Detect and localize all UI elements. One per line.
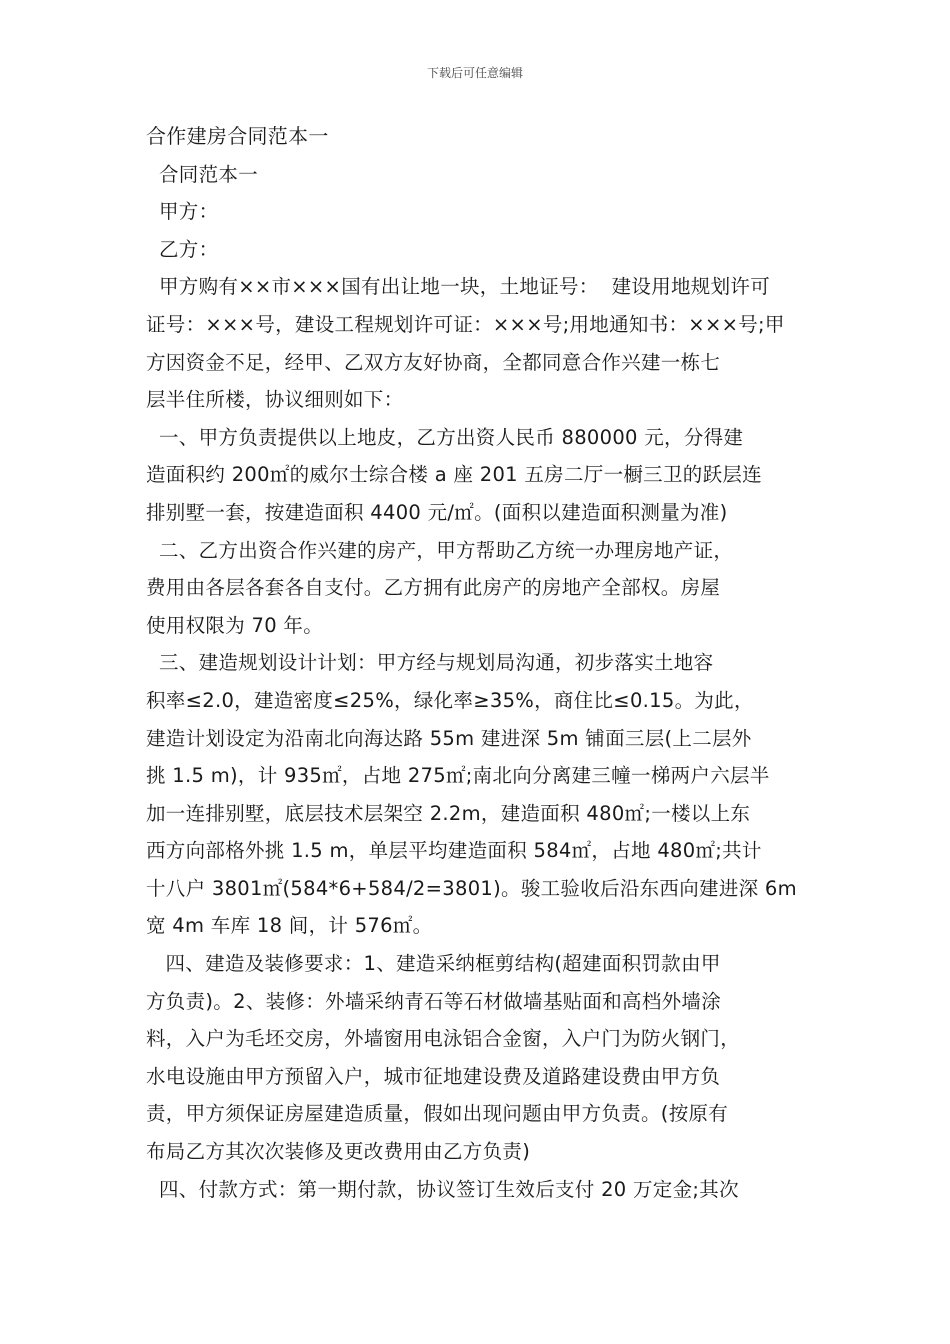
document-line: 西方向部格外挑 1.5 m，单层平均建造面积 584㎡，占地 480㎡;共计 [146, 839, 762, 863]
document-line: 使用权限为 70 年。 [146, 613, 324, 637]
document-line: 水电设施由甲方预留入户，城市征地建设费及道路建设费由甲方负 [146, 1064, 721, 1088]
document-line: 费用由各层各套各自支付。乙方拥有此房产的房地产全部权。房屋 [146, 576, 721, 600]
document-line: 方负责)。2、装修：外墙采纳青石等石材做墙基贴面和高档外墙涂 [146, 989, 722, 1013]
document-line: 方因资金不足，经甲、乙双方友好协商，全都同意合作兴建一栋七 [146, 350, 721, 374]
document-line: 布局乙方其次次装修及更改费用由乙方负责) [146, 1140, 531, 1164]
document-line: 甲方购有××市×××国有出让地一块，土地证号： 建设用地规划许可 [146, 275, 770, 299]
document-line: 十八户 3801㎡(584*6+584/2=3801)。骏工验收后沿东西向建进深 6m [146, 876, 797, 900]
document-line: 料，入户为毛坯交房，外墙窗用电泳铝合金窗，入户门为防火钢门， [146, 1027, 741, 1051]
document-line: 二、乙方出资合作兴建的房产，甲方帮助乙方统一办理房地产证， [146, 538, 734, 562]
document-line: 建造计划设定为沿南北向海达路 55m 建进深 5m 铺面三层(上二层外 [146, 726, 752, 750]
page-header-note: 下载后可任意编辑 [426, 66, 523, 80]
document-line: 造面积约 200㎡的威尔士综合楼 a 座 201 五房二厅一橱三卫的跃层连 [146, 463, 762, 487]
document-line: 积率≤2.0，建造密度≤25%，绿化率≥35%，商住比≤0.15。为此， [146, 688, 754, 712]
document-line: 宽 4m 车库 18 间，计 576㎡。 [146, 914, 433, 938]
document-line: 一、甲方负责提供以上地皮，乙方出资人民币 880000 元，分得建 [146, 425, 744, 449]
document-line: 层半住所楼，协议细则如下： [146, 388, 404, 412]
document-line: 四、付款方式：第一期付款，协议签订生效后支付 20 万定金;其次 [146, 1177, 739, 1201]
document-line: 证号：×××号，建设工程规划许可证：×××号;用地通知书：×××号;甲 [146, 312, 785, 336]
document-line: 四、建造及装修要求：1、建造采纳框剪结构(超建面积罚款由甲 [146, 952, 721, 976]
document-line: 甲方： [146, 200, 219, 224]
document-line: 排别墅一套，按建造面积 4400 元/㎡。(面积以建造面积测量为准) [146, 500, 728, 524]
document-paragraphs [146, 156, 812, 1209]
document-body [146, 118, 812, 1208]
document-line: 三、建造规划设计计划：甲方经与规划局沟通，初步落实土地容 [146, 651, 714, 675]
document-line: 挑 1.5 m)，计 935㎡，占地 275㎡;南北向分离建三幢一梯两户六层半 [146, 764, 770, 788]
document-title: 合作建房合同范本一 [146, 124, 329, 148]
document-line: 加一连排别墅，底层技术层架空 2.2m，建造面积 480㎡;一楼以上东 [146, 801, 751, 825]
document-line: 合同范本一 [146, 162, 258, 186]
document-line: 乙方： [146, 237, 219, 261]
document-line: 责，甲方须保证房屋建造质量，假如出现问题由甲方负责。(按原有 [146, 1102, 729, 1126]
